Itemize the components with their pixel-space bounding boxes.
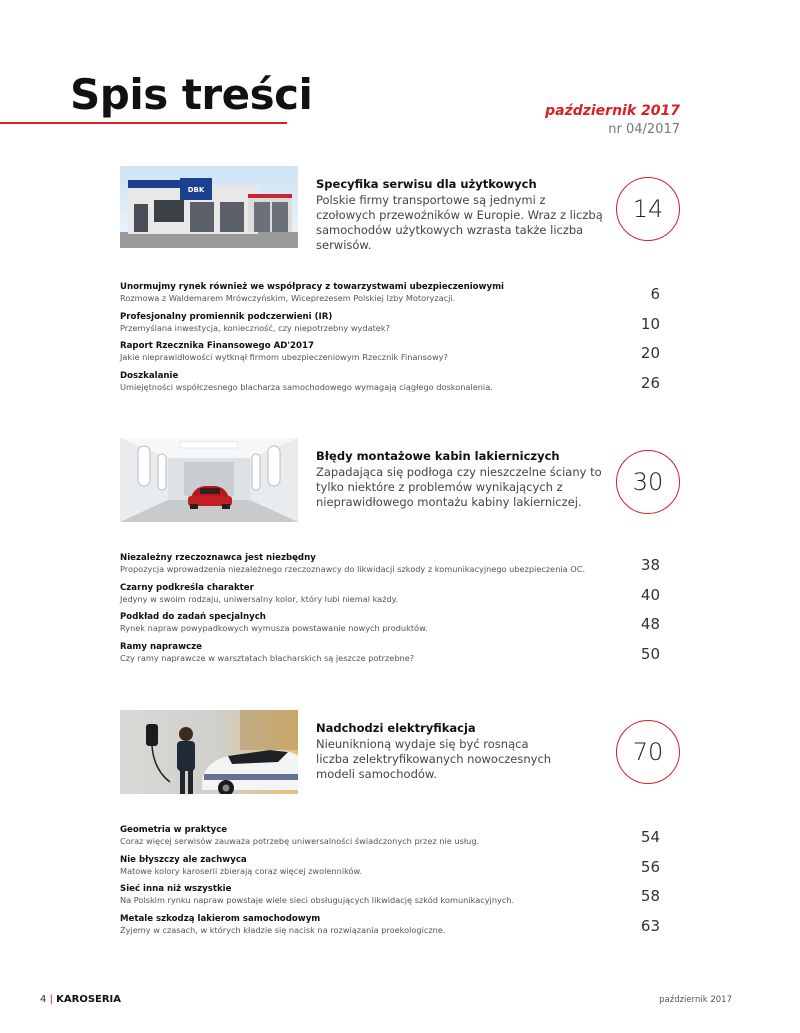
article-description: Jakie nieprawidłowości wytknął firmom ubezpieczeniowym Rzecznik Finansowy? [120,352,448,362]
article-page-number: 6 [650,285,660,303]
article-description: Propozycja wprowadzenia niezależnego rzeczoznawcy do likwidacji szkody z komunikacyjnego ubezpieczenia OC. [120,564,586,574]
list-item[interactable] [120,371,660,401]
article-title: Sieć inna niż wszystkie [120,884,232,894]
list-item[interactable] [120,282,660,312]
issue-month: październik 2017 [545,103,680,119]
list-item[interactable] [120,612,660,642]
title-underline [0,122,287,124]
article-title: Metale szkodzą lakierom samochodowym [120,913,321,924]
footer-separator: | [49,994,53,1005]
article-title: Raport Rzecznika Finansowego AD'2017 [120,341,314,351]
feature-article-1[interactable] [120,166,680,250]
feature-title[interactable]: Specyfika serwisu dla użytkowych [316,177,537,191]
footer-date: październik 2017 [659,995,732,1005]
article-title: Unormujmy rynek również we współpracy z towarzystwami ubezpieczeniowymi [120,282,504,292]
article-page-number: 26 [640,373,660,392]
feature-page-badge[interactable]: 30 [616,450,680,514]
article-description: Rozmowa z Waldemarem Mrówczyńskim, Wiceprezesem Polskiej Izby Motoryzacji. [120,293,456,303]
feature-description: Nieuniknioną wydaje się być rosnąca liczba zelektryfikowanych nowoczesnych modeli samochodów. [316,737,552,781]
article-page-number: 56 [640,857,660,876]
feature-description: Polskie firmy transportowe są jednymi z czołowych przewoźników w Europie. Wraz z liczbą samochodów użytkowych wzrasta także liczba serwisów. [316,193,603,252]
article-page-number: 20 [640,344,660,362]
article-page-number: 10 [640,314,660,333]
article-page-number: 63 [640,916,660,935]
feature-title[interactable]: Nadchodzi elektryfikacja [316,721,476,735]
list-item[interactable] [120,884,660,914]
ev-charging-photo [120,710,298,794]
feature-title[interactable]: Błędy montażowe kabin lakierniczych [316,449,560,463]
article-list-1 [120,282,660,400]
article-description: Rynek napraw powypadkowych wymusza powstawanie nowych produktów. [120,623,428,633]
feature-article-2[interactable] [120,438,680,522]
article-description: Umiejętności współczesnego blacharza samochodowego wymagają ciągłego doskonalenia. [120,381,493,392]
article-page-number: 40 [640,585,660,604]
article-description: Na Polskim rynku napraw powstaje wiele sieci obsługujących likwidację szkód komunikacyjnych. [120,895,515,905]
footer-page-number: 4 [40,994,47,1005]
article-description: Przemyślana inwestycja, konieczność, czy niepotrzebny wydatek? [120,322,390,333]
article-title: Profesjonalny promiennik podczerwieni (IR) [120,311,333,322]
footer-magazine-name: KAROSERIA [56,994,122,1005]
article-page-number: 54 [640,828,660,846]
footer-folio [40,994,121,1005]
article-page-number: 50 [640,644,660,663]
building-sign-text: DBK [187,186,205,194]
list-item[interactable] [120,914,660,944]
article-description: Jedyny w swoim rodzaju, uniwersalny kolor, który lubi niemal każdy. [120,593,398,604]
article-list-3 [120,825,660,943]
feature-article-3[interactable] [120,710,680,794]
issue-number: nr 04/2017 [608,122,680,137]
article-title: Podkład do zadań specjalnych [120,612,266,622]
list-item[interactable] [120,553,660,583]
article-title: Geometria w praktyce [120,825,228,835]
feature-page-badge[interactable]: 70 [616,720,680,784]
article-title: Ramy naprawcze [120,641,202,652]
article-page-number: 38 [640,556,660,574]
article-description: Matowe kolory karoserii zbierają coraz więcej zwolenników. [120,865,363,876]
article-description: Coraz więcej serwisów zauważa potrzebę uniwersalności świadczonych przez nie usług. [120,836,480,846]
article-description: Żyjemy w czasach, w których kładzie się nacisk na rozwiązania proekologiczne. [120,924,446,935]
article-title: Niezależny rzeczoznawca jest niezbędny [120,553,316,563]
list-item[interactable] [120,341,660,371]
article-page-number: 48 [640,615,660,633]
article-title: Nie błyszczy ale zachwyca [120,854,247,865]
list-item[interactable] [120,825,660,855]
list-item[interactable] [120,312,660,342]
list-item[interactable] [120,583,660,613]
article-page-number: 58 [640,887,660,905]
service-building-photo [120,166,298,248]
list-item[interactable] [120,855,660,885]
article-description: Czy ramy naprawcze w warsztatach blacharskich są jeszcze potrzebne? [120,652,415,663]
article-title: Czarny podkreśla charakter [120,582,254,593]
article-list-2 [120,553,660,671]
page-title: Spis treści [70,70,313,119]
article-title: Doszkalanie [120,370,179,381]
feature-description: Zapadająca się podłoga czy nieszczelne ściany to tylko niektóre z problemów wynikających z nieprawidłowego montażu kabiny lakierniczej. [316,465,602,509]
feature-page-badge[interactable]: 14 [616,177,680,241]
paint-booth-photo [120,438,298,522]
list-item[interactable] [120,642,660,672]
